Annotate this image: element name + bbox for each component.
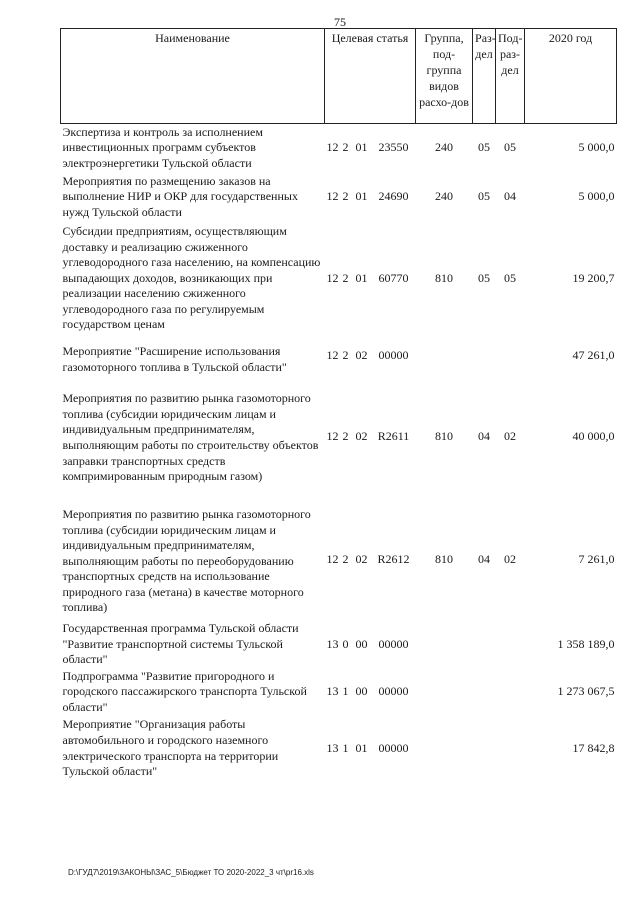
row-name: Мероприятия по развитию рынка газомоторного топлива (субсидии юридическим лицам и индивидуальным предпринимателям, выполняющим работы по строительству объектов заправки транспортных средств компримированным природным газом): [62, 391, 319, 484]
header-group: Группа, под-группа видов расхо-дов: [416, 29, 473, 124]
row-razdel: 05: [478, 189, 491, 204]
row-amount: 40 000,0: [572, 429, 615, 444]
page-number: 75: [334, 15, 346, 29]
row-podrazdel: [496, 336, 525, 376]
row-name: Мероприятие "Организация работы автомобильного и городского наземного электрического транспорта на территории Тульской области": [62, 717, 279, 779]
row-b: 2: [342, 347, 349, 362]
row-a: 12: [326, 429, 339, 444]
row-b: 2: [342, 189, 349, 204]
table-row: [61, 336, 617, 376]
row-d: 00000: [378, 740, 409, 755]
table-row: [61, 669, 617, 716]
row-c: 01: [355, 189, 368, 204]
row-c: 00: [355, 636, 368, 651]
row-podrazdel: [496, 669, 525, 716]
row-razdel: 05: [478, 270, 491, 285]
table-row: [61, 222, 617, 336]
row-group: [416, 669, 473, 716]
row-name: Субсидии предприятиям, осуществляющим доставку и реализацию сжиженного углеводородного газа населению, на компенсацию выпадающих доходов, возникающих при реализации населению сжиженного углеводородного газа по регулируемым государством ценам: [62, 223, 321, 332]
row-d: 23550: [378, 140, 409, 155]
row-b: 0: [342, 636, 349, 651]
header-target-article: Целевая статья: [325, 29, 416, 124]
row-name: Мероприятия по размещению заказов на выполнение НИР и ОКР для государственных нужд Тульской области: [62, 173, 298, 219]
table-row: [61, 124, 617, 173]
row-c: 02: [355, 551, 368, 566]
row-d: 00000: [378, 347, 409, 362]
row-razdel: 04: [478, 429, 491, 444]
row-group: 810: [435, 551, 454, 566]
row-a: 12: [326, 270, 339, 285]
row-a: 12: [326, 189, 339, 204]
row-razdel: 04: [478, 551, 491, 566]
row-c: 01: [355, 740, 368, 755]
row-podrazdel: 05: [504, 270, 517, 285]
row-d: 60770: [378, 270, 409, 285]
row-amount: 17 842,8: [572, 740, 615, 755]
row-group: [416, 621, 473, 669]
row-c: 02: [355, 429, 368, 444]
row-group: 810: [435, 429, 454, 444]
header-year: 2020 год: [525, 29, 617, 124]
row-a: 12: [326, 551, 339, 566]
row-podrazdel: 05: [504, 140, 517, 155]
row-podrazdel: [496, 621, 525, 669]
row-c: 01: [355, 270, 368, 285]
row-group: 810: [435, 270, 454, 285]
row-amount: 19 200,7: [572, 270, 615, 285]
row-group: 240: [435, 189, 454, 204]
row-amount: 5 000,0: [578, 189, 615, 204]
row-razdel: [473, 621, 496, 669]
row-name: Мероприятия по развитию рынка газомоторного топлива (субсидии юридическим лицам и индивидуальным предпринимателям, выполняющим работы по переоборудованию транспортных средств на использование природного газа (метана) в качестве моторного топлива): [62, 506, 311, 615]
row-amount: 7 261,0: [578, 551, 615, 566]
row-a: 13: [326, 636, 339, 651]
row-a: 13: [326, 684, 339, 699]
row-amount: 5 000,0: [578, 140, 615, 155]
row-c: 01: [355, 140, 368, 155]
row-b: 2: [342, 429, 349, 444]
row-name: Экспертиза и контроль за исполнением инвестиционных программ субъектов электроэнергетики Тульской области: [62, 124, 263, 171]
row-d: 00000: [378, 636, 409, 651]
row-razdel: 05: [478, 140, 491, 155]
row-name: Государственная программа Тульской области "Развитие транспортной системы Тульской области": [62, 621, 299, 667]
header-name: Наименование: [61, 29, 325, 124]
budget-table: [60, 28, 617, 782]
row-razdel: [473, 716, 496, 782]
row-b: 1: [342, 684, 349, 699]
row-podrazdel: 02: [504, 551, 517, 566]
row-podrazdel: [496, 716, 525, 782]
row-b: 2: [342, 551, 349, 566]
row-a: 12: [326, 347, 339, 362]
row-c: 00: [355, 684, 368, 699]
table-row: [61, 376, 617, 499]
row-c: 02: [355, 347, 368, 362]
row-d: 00000: [378, 684, 409, 699]
row-b: 1: [342, 740, 349, 755]
table-row: [61, 173, 617, 222]
row-amount: 1 358 189,0: [557, 636, 615, 651]
table-row: [61, 621, 617, 669]
row-razdel: [473, 336, 496, 376]
row-a: 13: [326, 740, 339, 755]
row-group: 240: [435, 140, 454, 155]
file-path-footer: D:\ГУД7\2019\ЗАКОНЫ\ЗАС_5\Бюджет ТО 2020-2022_3 чт\pr16.xls: [68, 868, 314, 877]
table-row: [61, 716, 617, 782]
row-amount: 47 261,0: [572, 347, 615, 362]
row-group: [416, 716, 473, 782]
table-row: [61, 499, 617, 621]
row-podrazdel: 02: [504, 429, 517, 444]
row-group: [416, 336, 473, 376]
row-d: R2611: [377, 429, 410, 444]
table-header-row: [61, 29, 617, 124]
row-b: 2: [342, 140, 349, 155]
row-name: Мероприятие "Расширение использования газомоторного топлива в Тульской области": [62, 343, 287, 374]
row-d: 24690: [378, 189, 409, 204]
row-podrazdel: 04: [504, 189, 517, 204]
row-a: 12: [326, 140, 339, 155]
row-razdel: [473, 669, 496, 716]
row-amount: 1 273 067,5: [557, 684, 615, 699]
row-d: R2612: [377, 551, 410, 566]
header-podrazdel: Под-раз-дел: [496, 29, 525, 124]
row-name: Подпрограмма "Развитие пригородного и городского пассажирского транспорта Тульской области": [62, 668, 307, 714]
header-razdel: Раз-дел: [473, 29, 496, 124]
row-b: 2: [342, 270, 349, 285]
